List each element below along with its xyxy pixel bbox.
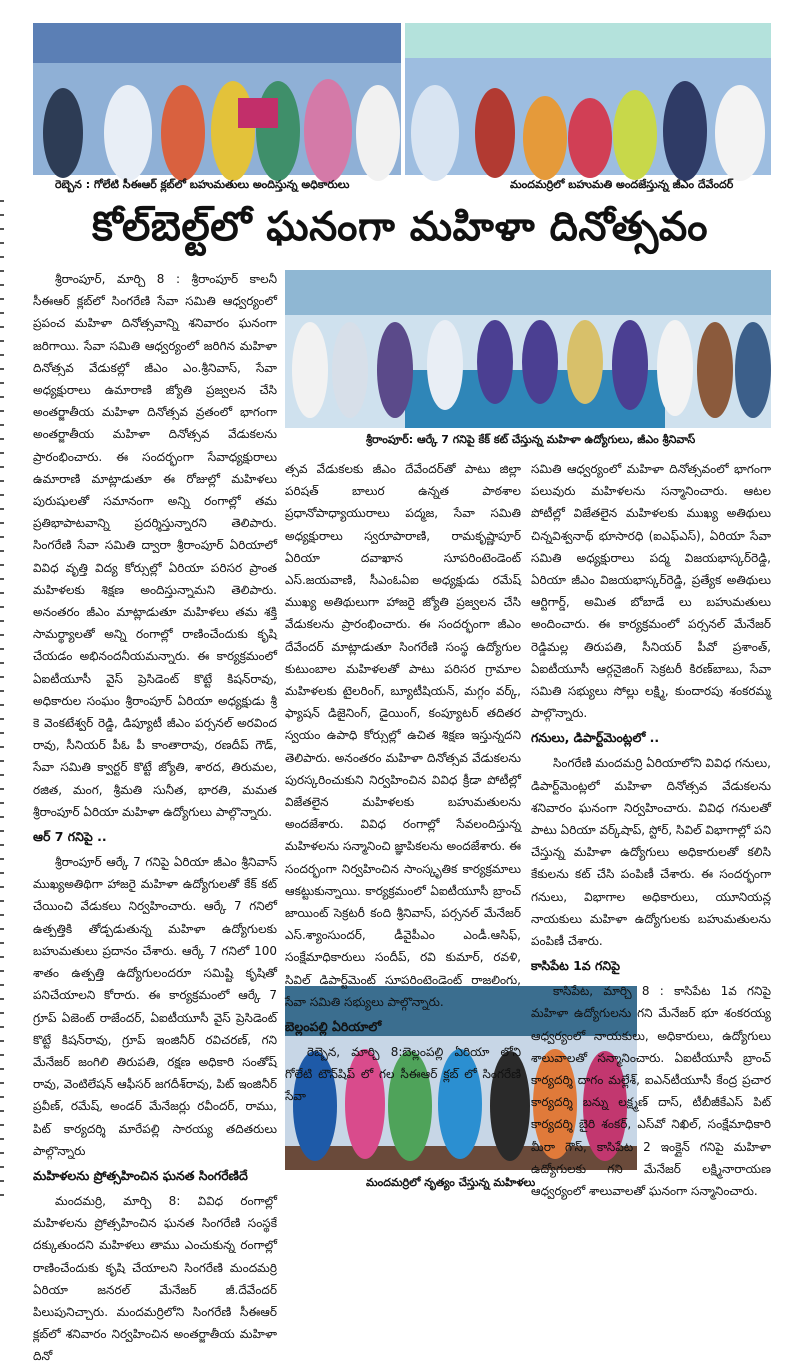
article-paragraph: శ్రీరాంపూర్ ఆర్కే 7 గనిపై ఏరియా జీఎం శ్రీనివాస్ ముఖ్యఅతిథిగా హాజరై మహిళా ఉద్యోగులతో కేక్ కట్ చేయించి వేడుకలు నిర్వహించారు. ఆర్కే 7 గనిలో ఉత్పత్తికి తోడ్పడుతున్న మహిళా ఉద్యోగులకు బహుమతులు ప్రదానం చేశారు. ఆర్కే 7 గనిలో 100 శాతం ఉత్పత్తి ఉద్యోగులందరూ సమిష్టి కృషితో పనిచేయాలని కోరారు. ఈ కార్యక్రమంలో ఆర్కే 7 గ్రూప్ ఏజెంట్ రాజేందర్, ఏఐటీయూసీ వైస్ ప్రెసిడెంట్ కొట్టే కిషన్‌రావు, గ్రూప్ ఇంజినీర్ రవిచరణ్, గని మేనేజర్ జంగిలి తిరుపతి, రక్షణ అధికారి సంతోష్ రావు, వెంటిలేషన్ ఆఫీసర్ జగదీశ్‌రావు, పిట్ ఇంజినీర్ ప్రవీణ్, రమేష్, అండర్ మేనేజర్లు రవీందర్, రాము, పిట్ కార్యదర్శి మారేపల్లి సారయ్య తదితరులు పాల్గొన్నారు <box>33 855 277 1158</box>
photo-caption: రెబ్బెన : గోలేటి సీఈఆర్ క్లబ్‌లో బహుమతులు అందిస్తున్న అధికారులు <box>55 178 350 191</box>
article-paragraph: మందమర్రి, మార్చి 8: వివిధ రంగాల్లో మహిళలను ప్రోత్సహించిన ఘనత సింగరేణి సంస్థకే దక్కుతుందని మహిళలు తాము ఎంచుకున్న రంగాల్లో రాణించేందుకు కృషి చేయాలని సింగరేణి మందమర్రి ఏరియా జనరల్ మేనేజర్ జీ.దేవేందర్ పిలుపునిచ్చారు. మందమర్రిలోని సింగరేణి సీఈఆర్ క్లబ్‌లో శనివారం నిర్వహించిన అంతర్జాతీయ మహిళా దినో <box>33 1193 277 1364</box>
photo-mandamarri-prize <box>405 23 771 175</box>
photo-caption: మందమర్రిలో నృత్యం చేస్తున్న మహిళలు <box>366 1176 536 1189</box>
article-paragraph: రెబ్బెన, మార్చి 8:బెల్లంపల్లి ఏరియా లోని గోలేటి టౌన్‌షిప్ లో గల సీఈఆర్ క్లబ్ లో సింగరేణి సేవా <box>285 1045 521 1104</box>
margin-registration-marks <box>0 200 4 1200</box>
article-subheading: ఆర్‌ 7 గనిపై .. <box>33 829 107 845</box>
photo-rk7-cake <box>285 270 771 428</box>
photo-golet-prize <box>33 23 401 175</box>
photo-caption: శ్రీరాంపూర్: ఆర్కే 7 గనిపై కేక్ కట్ చేస్తున్న మహిళా ఉద్యోగులు, జీఎం శ్రీనివాస్ <box>366 433 696 446</box>
article-paragraph: సింగరేణి మందమర్రి ఏరియాలోని వివిధ గనులు, డిపార్ట్‌మెంట్లలో మహిళా దినోత్సవ వేడుకలను శనివారం ఘనంగా నిర్వహించారు. వివిధ గనులతో పాటు ఏరియా వర్క్‌షాప్, స్టోర్, సివిల్ విభాగాల్లో పని చేస్తున్న మహిళా ఉద్యోగులు అధికారులతో కలిసి కేకులను కట్ చేసి పంపిణీ చేశారు. ఈ సందర్భంగా గనులు, విభాగాల అధికారులు, యూనియన్ల నాయకులు మహిళా ఉద్యోగులకు బహుమతులను పంపిణీ చేశారు. <box>531 756 771 949</box>
article-subheading: మహిళలను ప్రోత్సహించిన ఘనత సింగరేణిదే <box>33 1167 248 1183</box>
article-paragraph: సమితి ఆధ్వర్యంలో మహిళా దినోత్సవంలో భాగంగా పలువురు మహిళలను సన్మానించారు. ఆటల పోటీల్లో విజేతలైన మహిళలకు ముఖ్య అతిథులు చిన్నవిశ్వనాథ్ భూసారధి (ఐఎఫ్ఎస్), ఏరియా సేవా సమితి అధ్యక్షురాలు పద్మ విజయభాస్కర్‌రెడ్డి, ఏరియా జీఎం విజయభాస్కర్‌రెడ్డి, ప్రత్యేక అతిథులు ఆర్టిగార్డ్, అమిత బోబాడే లు బహుమతులు అందించారు. ఈ కార్యక్రమంలో పర్సనల్ మేనేజర్ రెడ్డిమల్ల తిరుపతి, సీనియర్ పీవో ప్రశాంత్, ఏఐటీయూసీ ఆర్గనైజింగ్ సెక్రటరీ కిరణ్‌బాబు, సేవా సమితి సభ్యులు సోల్లు లక్ష్మి, కుందారపు శంకరమ్మ పాల్గొన్నారు. <box>531 462 771 721</box>
article-paragraph: శ్రీరాంపూర్, మార్చి 8 : శ్రీరాంపూర్ కాలనీ సీఈఆర్ క్లబ్‌లో సింగరేణి సేవా సమితి ఆధ్వర్యంలో ప్రపంచ మహిళా దినోత్సవాన్ని శనివారం ఘనంగా జరిగాయి. సేవా సమితి ఆధ్వర్యంలో జరిగిన మహిళా దినోత్సవ వేడుకల్లో జీఎం ఎం.శ్రీనివాస్, సేవా అధ్యక్షురాలు ఉమారాణి జ్యోతి ప్రజ్వలన చేసి అంతర్జాతీయ మహిళా దినోత్సవ వ్రతంలో భాగంగా అంతర్జాతీయ మహిళా దినోత్సవ వేడుకలను ప్రారంభించారు. ఈ సందర్భంగా సేవాధ్యక్షురాలు ఉమారాణి మాట్లాడుతూ ఈ రోజుల్లో మహిళలు పురుషులతో సమానంగా అన్ని రంగాల్లో తమ ప్రతిభాపాటవాన్ని ప్రదర్శిస్తున్నారని తెలిపారు. సింగరేణి సేవా సమితి ద్వారా శ్రీరాంపూర్ ఏరియాలో వివిధ వృత్తి విద్య కోర్సుల్లో ఏరియా పరిసర ప్రాంత మహిళలకు శిక్షణ అందిస్తున్నామని తెలిపారు. అనంతరం జీఎం మాట్లాడుతూ మహిళలు తమ శక్తి సామర్థ్యాలతో అన్ని రంగాల్లో రాణించేందుకు కృషి చేయడం అభినందనీయమన్నారు. ఈ కార్యక్రమంలో ఏఐటీయూసీ వైస్ ప్రెసిడెంట్ కొట్టే కిషన్‌రావు, అధికారుల సంఘం శ్రీరాంపూర్ ఏరియా అధ్యక్షుడు శ్రీ కె వెంకటేశ్వర్ రెడ్డి, డిప్యూటీ జీఎం పర్సనల్ అరవింద రావు, సీనియర్ పీఓ పీ కాంతారావు, రణదీప్ గౌడ్, సేవా సమితి క్వార్టర్ కొట్టే జ్యోతి, శారద, తిరుమల, రజిత, మంగ, శ్రీమతి సునీత, భారతి, మమత శ్రీరాంపూర్ ఏరియా మహిళా ఉద్యోగులు పాల్గొన్నారు. <box>33 272 277 819</box>
article-subheading: బెల్లంపల్లి ఏరియాలో <box>285 1019 382 1035</box>
article-column-2 <box>285 458 521 1104</box>
article-column-3 <box>531 458 771 1222</box>
article-column-1 <box>33 268 277 1364</box>
page-headline: కోల్‌బెల్ట్‌లో ఘనంగా మహిళా దినోత్సవం <box>92 204 708 250</box>
article-paragraph: త్సవ వేడుకలకు జీఎం దేవేందర్‌తో పాటు జిల్లా పరిషత్ బాలుర ఉన్నత పాఠశాల ప్రధానోపాధ్యాయురాలు పద్మజ, సేవా సమితి అధ్యక్షురాలు స్వరూపారాణి, రామకృష్ణాపూర్ ఏరియా దవాఖాన సూపరింటెండెంట్ ఎస్.జయవాణి, సీఎంఓఏఐ అధ్యక్షుడు రమేష్ ముఖ్య అతిథులుగా హాజరై జ్యోతి ప్రజ్వలన చేసి వేడుకలను ప్రారంభించారు. ఈ సందర్భంగా జీఎం దేవేందర్ మాట్లాడుతూ సింగరేణి సంస్థ ఉద్యోగుల కుటుంబాల మహిళలతో పాటు పరిసర గ్రామాల మహిళలకు టైలరింగ్, బ్యూటీషియన్, మగ్గం వర్క్, ఫ్యాషన్ డిజైనింగ్, డైయింగ్, కంప్యూటర్ తదితర స్వయం ఉపాధి కోర్సుల్లో ఉచిత శిక్షణ ఇస్తున్నదని తెలిపారు. అనంతరం మహిళా దినోత్సవ వేడుకలను పురస్కరించుకుని నిర్వహించిన వివిధ క్రీడా పోటీల్లో విజేతలైన మహిళలకు బహుమతులను అందజేశారు. వివిధ రంగాల్లో సేవలందిస్తున్న మహిళలను సన్మానించి జ్ఞాపికలను అందజేశారు. ఈ సందర్భంగా నిర్వహించిన సాంస్కృతిక కార్యక్రమాలు ఆకట్టుకున్నాయి. కార్యక్రమంలో ఏఐటీయూసీ బ్రాంచ్ జాయింట్ సెక్రటరీ కంది శ్రీనివాస్, పర్సనల్ మేనేజర్ ఎస్.శ్యాంసుందర్, డీవైపీఎం ఎండీ.ఆసిఫ్, సంక్షేమాధికారులు సందీప్, రవి కుమార్, రవళి, సివిల్ డిపార్ట్‌మెంట్ సూపరింటెండెంట్ రాజలింగు, సేవా సమితి సభ్యులు పాల్గొన్నారు. <box>285 462 521 1009</box>
article-subheading: గనులు, డిపార్ట్‌మెంట్లలో .. <box>531 730 660 746</box>
article-subheading: కాసిపేట 1వ గనిపై <box>531 958 621 974</box>
article-paragraph: కాసిపేట, మార్చి 8 : కాసిపేట 1వ గనిపై మహిళా ఉద్యోగులను గని మేనేజర్ భూ శంకరయ్య ఆధ్వర్యంలో నాయకులు, అధికారులు, ఉద్యోగులు శాలువాలతో సన్మానించారు. ఏఐటీయూసీ బ్రాంచ్ కార్యదర్శి దాగం మల్లేశ్, ఐఎన్‌టీయూసీ కేంద్ర ప్రచార కార్యదర్శి బన్ను లక్ష్మణ్ దాస్, టీబీజీకేఎస్ పిట్ కార్యదర్శి బైరి శంకర్, ఎస్‌వో నిఖిల్, సంక్షేమాధికారి మీరా గౌస్, కాసిపేట 2 ఇంక్లైన్ గనిపై మహిళా ఉద్యోగులకు గని మేనేజర్ లక్ష్మినారాయణ ఆధ్వర్యంలో శాలువాలతో ఘనంగా సన్మానించారు. <box>531 984 771 1199</box>
photo-caption: మందమర్రిలో బహుమతి అందజేస్తున్న జీఎం దేవేందర్ <box>510 178 734 191</box>
